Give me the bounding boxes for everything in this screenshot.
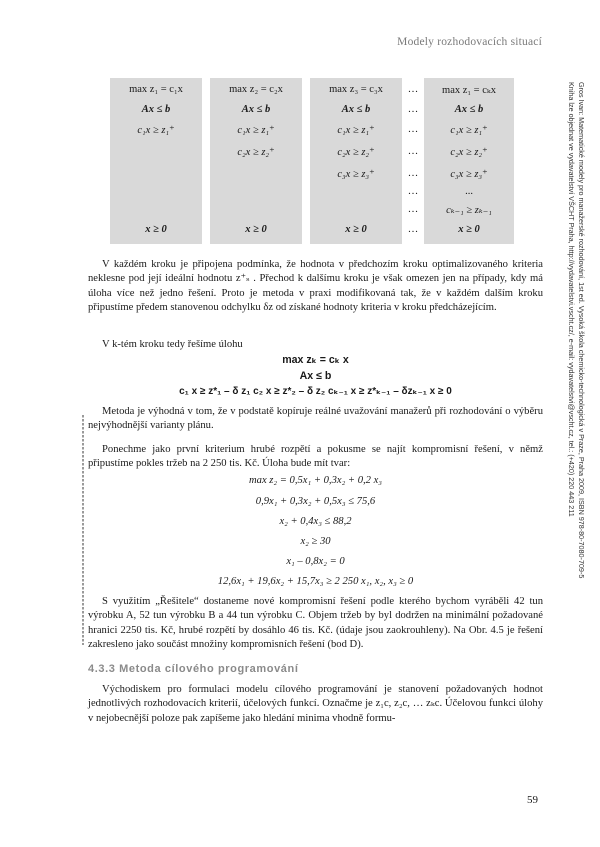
scheme-ellipsis: … [407,204,419,215]
scheme-row: c₂x ≥ z₂⁺ [237,147,275,158]
paragraph [88,338,543,352]
paragraph [88,683,543,726]
equation: c₁ x ≥ z*₁ – δ z₁ c₂ x ≥ z*₂ – δ z₂ cₖ₋₁ x ≥ z*ₖ₋₁ – δzₖ₋₁ x ≥ 0 [179,386,452,397]
example-marker [82,415,84,645]
scheme-ellipsis: … [407,186,419,197]
scheme-row: c₂x ≥ z₂⁺ [337,147,375,158]
paragraph-text: Metoda je výhodná v tom, že v podstatě kopíruje reálné uvažování manažerů při rozhodování o výběru nejvýhodnější varianty plánu. [88,406,543,432]
scheme-nonneg: x ≥ 0 [245,224,267,235]
scheme-objective: max z₁ = cₖx [442,85,496,96]
equation: max zₖ = cₖ x [282,354,349,366]
scheme-column-3 [310,78,402,244]
paragraph-text: V každém kroku je připojena podmínka, že hodnota v předchozím kroku optimalizovaného kriteria neklesne pod její ideální hodnotu z⁺ₛ . Přechod k dalšímu kroku je však omezen jen na případy, kdy má úloha více než jedno řešení. Proto je metoda v praxi modifikovaná tak, že v každém dalším kroku připustíme předem stanovenou odchylku δz od získané hodnoty kriteria v kroku předcházejícím. [88,259,543,314]
equation: Ax ≤ b [299,370,332,382]
scheme-column-2 [210,78,302,244]
scheme-table [110,78,515,244]
paragraph [88,443,543,472]
scheme-constraint: Ax ≤ b [241,104,271,115]
side-note [566,82,586,682]
model-line: 0,9x₁ + 0,3x₂ + 0,5x₃ ≤ 75,6 [255,496,376,507]
scheme-ellipsis: … [407,146,419,157]
side-note-line: Gros Ivan: Matematické modely pro manažerské rozhodování, 1st ed. Vysoká škola chemicko-technologická v Praze, Praha 2009, ISBN 978-80-7080-709-5 [577,82,586,579]
scheme-row: c₁x ≥ z₁⁺ [237,125,275,136]
scheme-column-k [424,78,514,244]
scheme-nonneg: x ≥ 0 [145,224,167,235]
paragraph-text: V k-tém kroku tedy řešíme úlohu [102,339,243,350]
scheme-ellipsis: … [407,124,419,135]
scheme-ellipsis: … [407,104,419,115]
scheme-column-1 [110,78,202,244]
page-number: 59 [527,794,538,806]
scheme-row: c₁x ≥ z₁⁺ [337,125,375,136]
paragraph-text: Ponechme jako první kriterium hrubé rozpětí a pokusme se najít kompromisní řešení, v němž připustíme pokles tržeb na 2 250 tis. Kč. Úloha bude mít tvar: [88,444,543,470]
scheme-nonneg: x ≥ 0 [458,224,480,235]
scheme-row: c₂x ≥ z₂⁺ [450,147,488,158]
model-line: x₂ + 0,4x₃ ≤ 88,2 [279,516,352,527]
scheme-constraint: Ax ≤ b [141,104,171,115]
paragraph [88,258,543,316]
scheme-row: ... [465,186,473,197]
scheme-ellipsis: … [407,168,419,179]
scheme-objective: max z₂ = c₂x [229,84,283,95]
scheme-constraint: Ax ≤ b [454,104,484,115]
paragraph-text: S využitím „Řešitele“ dostaneme nové kompromisní řešení podle kterého bychom vyráběli 42 tun výrobku A, 52 tun výrobku B a 44 tun výrobku C. Objem tržeb by byl dodržen na minimální požadované hranici 2250 tis. Kč, hrubé rozpětí by dosáhlo 46 tis. Kč. (údaje jsou zaokrouhleny). Na Obr. 4.5 je řešení zakresleno jako součást množiny kompromisních řešení (bod D). [88,596,543,651]
scheme-row: c₁x ≥ z₁⁺ [137,125,175,136]
model-line: 12,6x₁ + 19,6x₂ + 15,7x₃ ≥ 2 250 x₁, x₂, x₃ ≥ 0 [217,576,414,587]
running-head: Modely rozhodovacích situací [397,36,542,48]
scheme-objective: max z₃ = c₃x [329,84,383,95]
model-line: x₁ – 0,8x₂ = 0 [286,556,345,567]
paragraph [88,595,543,653]
scheme-nonneg: x ≥ 0 [345,224,367,235]
model-line: max z₂ = 0,5x₁ + 0,3x₂ + 0,2 x₃ [249,475,382,486]
side-note-line: Kniha lze objednat ve vydavatelství VŠCHT Praha, http://vydavatelstvi.vscht.cz/, e-mail: vydavatelstvi@vscht.cz, tel.: (+420) 220 443 211 [567,82,576,517]
scheme-row: cₖ₋₁ ≥ zₖ₋₁ [446,205,492,216]
model-line: x₂ ≥ 30 [300,536,331,547]
scheme-row: c₁x ≥ z₁⁺ [450,125,488,136]
scheme-row: c₃x ≥ z₃⁺ [337,169,375,180]
section-heading: 4.3.3 Metoda cílového programování [88,663,299,675]
scheme-ellipsis-column [402,78,424,244]
scheme-row: c₃x ≥ z₃⁺ [450,169,488,180]
scheme-objective: max z₁ = c₁x [129,84,183,95]
paragraph-text: Východiskem pro formulaci modelu cílového programování je stanovení požadovaných hodnot jednotlivých rozhodovacích kriterií, účelových funkcí. Označme je z₁c, z₂c, … zₖc. Účelovou funkci úlohy v nejobecnější poloze pak zapíšeme jako hledání minima vhodně formu- [88,684,543,724]
scheme-constraint: Ax ≤ b [341,104,371,115]
scheme-ellipsis: … [407,224,419,235]
paragraph [88,405,543,434]
scheme-ellipsis: … [407,84,419,95]
